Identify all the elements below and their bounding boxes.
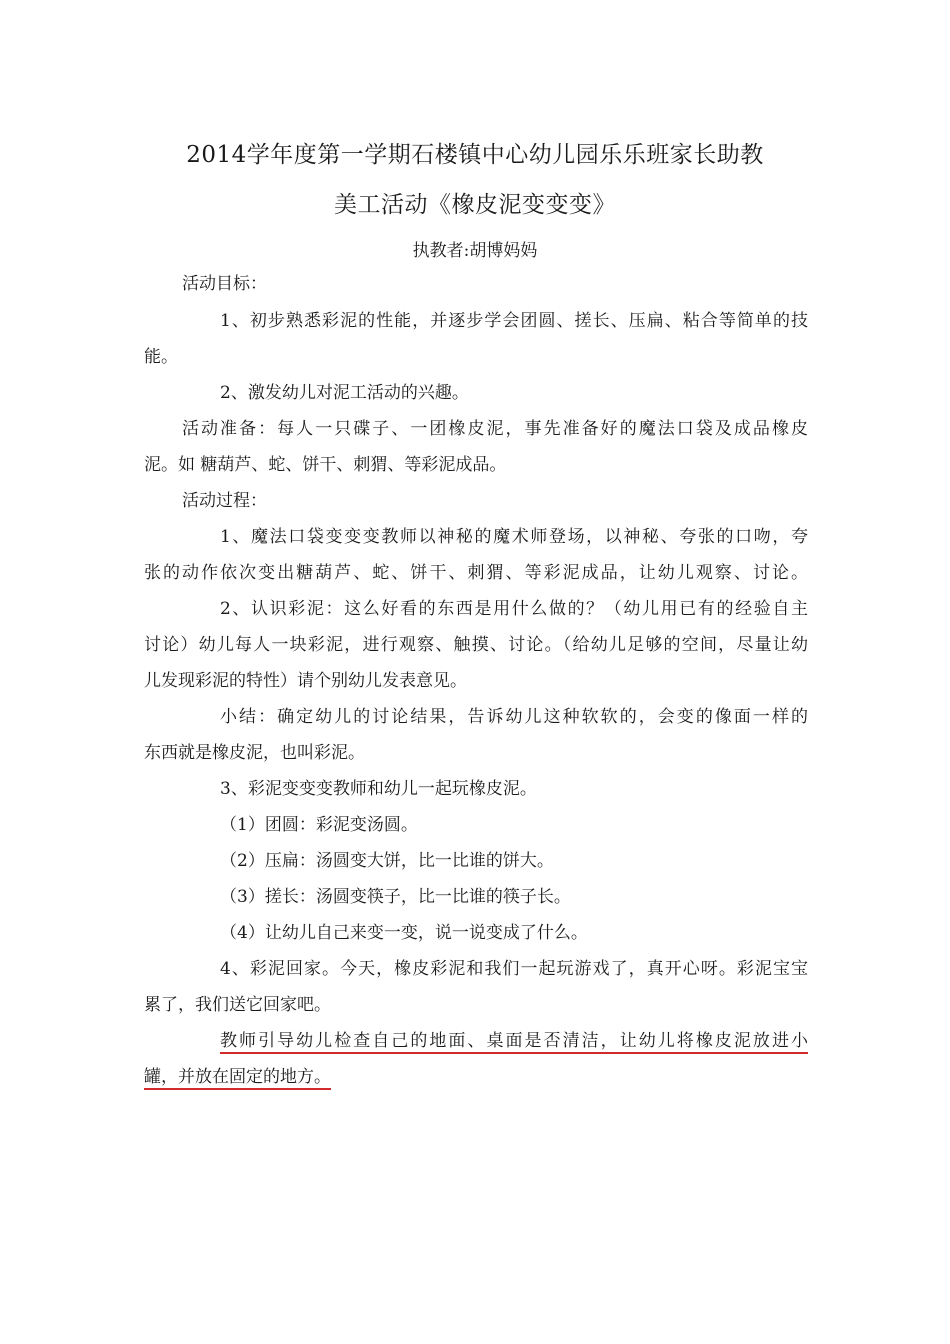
step-2-line-a: 2、认识彩泥：这么好看的东西是用什么做的？（幼儿用已有的经验自主: [220, 599, 808, 619]
goal-1-line-a: 1、初步熟悉彩泥的性能，并逐步学会团圆、搓长、压扁、粘合等简单的技: [220, 311, 808, 331]
sub-step-3: （3）搓长：汤圆变筷子，比一比谁的筷子长。: [220, 887, 571, 907]
summary-line-a: 小结：确定幼儿的讨论结果，告诉幼儿这种软软的，会变的像面一样的: [220, 707, 808, 727]
goals-heading: 活动目标：: [182, 274, 267, 294]
step-4-line-b: 累了，我们送它回家吧。: [144, 995, 331, 1015]
sub-step-4: （4）让幼儿自己来变一变，说一说变成了什么。: [220, 923, 588, 943]
goal-2: 2、激发幼儿对泥工活动的兴趣。: [220, 383, 469, 403]
step-1-line-b: 张的动作依次变出糖葫芦、蛇、饼干、刺猬、等彩泥成品，让幼儿观察、讨论。: [144, 563, 808, 583]
step-2-line-c: 儿发现彩泥的特性）请个别幼儿发表意见。: [144, 671, 467, 691]
summary-line-b: 东西就是橡皮泥，也叫彩泥。: [144, 743, 365, 763]
step-4-line-a: 4、彩泥回家。今天，橡皮彩泥和我们一起玩游戏了，真开心呀。彩泥宝宝: [220, 959, 808, 979]
preparation-line-a: 活动准备：每人一只碟子、一团橡皮泥，事先准备好的魔法口袋及成品橡皮: [182, 419, 808, 439]
step-2-line-b: 讨论）幼儿每人一块彩泥，进行观察、触摸、讨论。（给幼儿足够的空间，尽量让幼: [144, 635, 808, 655]
closing-line-a: 教师引导幼儿检查自己的地面、桌面是否清洁，让幼儿将橡皮泥放进小: [220, 1031, 808, 1051]
author-line: 执教者:胡博妈妈: [412, 241, 538, 261]
closing-line-b: 罐，并放在固定的地方。: [144, 1067, 331, 1087]
document-title-line1: 2014学年度第一学期石楼镇中心幼儿园乐乐班家长助教: [186, 142, 764, 168]
sub-step-2: （2）压扁：汤圆变大饼，比一比谁的饼大。: [220, 851, 554, 871]
sub-step-1: （1）团圆：彩泥变汤圆。: [220, 815, 418, 835]
goal-1-line-b: 能。: [144, 347, 178, 367]
step-1-line-a: 1、魔法口袋变变变教师以神秘的魔术师登场，以神秘、夸张的口吻，夸: [220, 527, 808, 547]
preparation-line-b: 泥。如 糖葫芦、蛇、饼干、刺猬、等彩泥成品。: [144, 455, 507, 475]
process-heading: 活动过程：: [182, 491, 267, 511]
step-3: 3、彩泥变变变教师和幼儿一起玩橡皮泥。: [220, 779, 537, 799]
document-title-line2: 美工活动《橡皮泥变变变》: [334, 192, 616, 218]
